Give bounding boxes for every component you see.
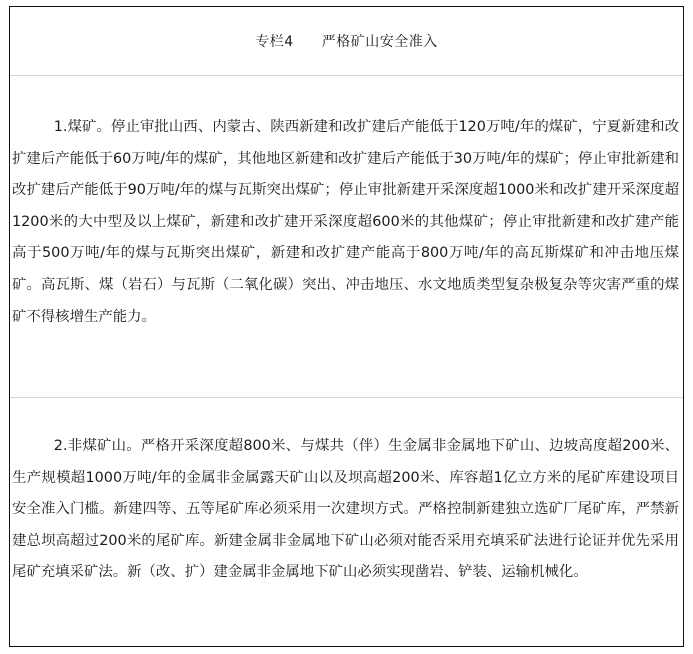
section-non-coal-mines — [10, 398, 683, 646]
box-title: 严格矿山安全准入 — [321, 34, 438, 50]
policy-box — [9, 6, 684, 647]
box-header — [10, 7, 683, 76]
section-coal-mines — [10, 76, 683, 398]
non-coal-mines-paragraph: 2.非煤矿山。严格开采深度超800米、与煤共（伴）生金属非金属地下矿山、边坡高度超200米、生产规模超1000万吨/年的金属非金属露天矿山以及坝高超200米、库容超1亿立方米的尾矿库建设项目安全准入门槛。新建四等、五等尾矿库必须采用一次建坝方式。严格控制新建独立选矿厂尾矿库，严禁新建总坝高超过200米的尾矿库。新建金属非金属地下矿山必须对能否采用充填采矿法进行论证并优先采用尾矿充填采矿法。新（改、扩）建金属非金属地下矿山必须实现凿岩、铲装、运输机械化。 — [12, 438, 679, 581]
box-label: 专栏4 — [255, 34, 294, 50]
coal-mines-paragraph: 1.煤矿。停止审批山西、内蒙古、陕西新建和改扩建后产能低于120万吨/年的煤矿，宁夏新建和改扩建后产能低于60万吨/年的煤矿，其他地区新建和改扩建后产能低于30万吨/年的煤矿；停止审批新建和改扩建后产能低于90万吨/年的煤与瓦斯突出煤矿；停止审批新建开采深度超1000米和改扩建开采深度超1200米的大中型及以上煤矿，新建和改扩建开采深度超600米的其他煤矿；停止审批新建和改扩建产能高于500万吨/年的煤与瓦斯突出煤矿，新建和改扩建产能高于800万吨/年的高瓦斯煤矿和冲击地压煤矿。高瓦斯、煤（岩石）与瓦斯（二氧化碳）突出、冲击地压、水文地质类型复杂极复杂等灾害严重的煤矿不得核增生产能力。 — [12, 119, 679, 325]
